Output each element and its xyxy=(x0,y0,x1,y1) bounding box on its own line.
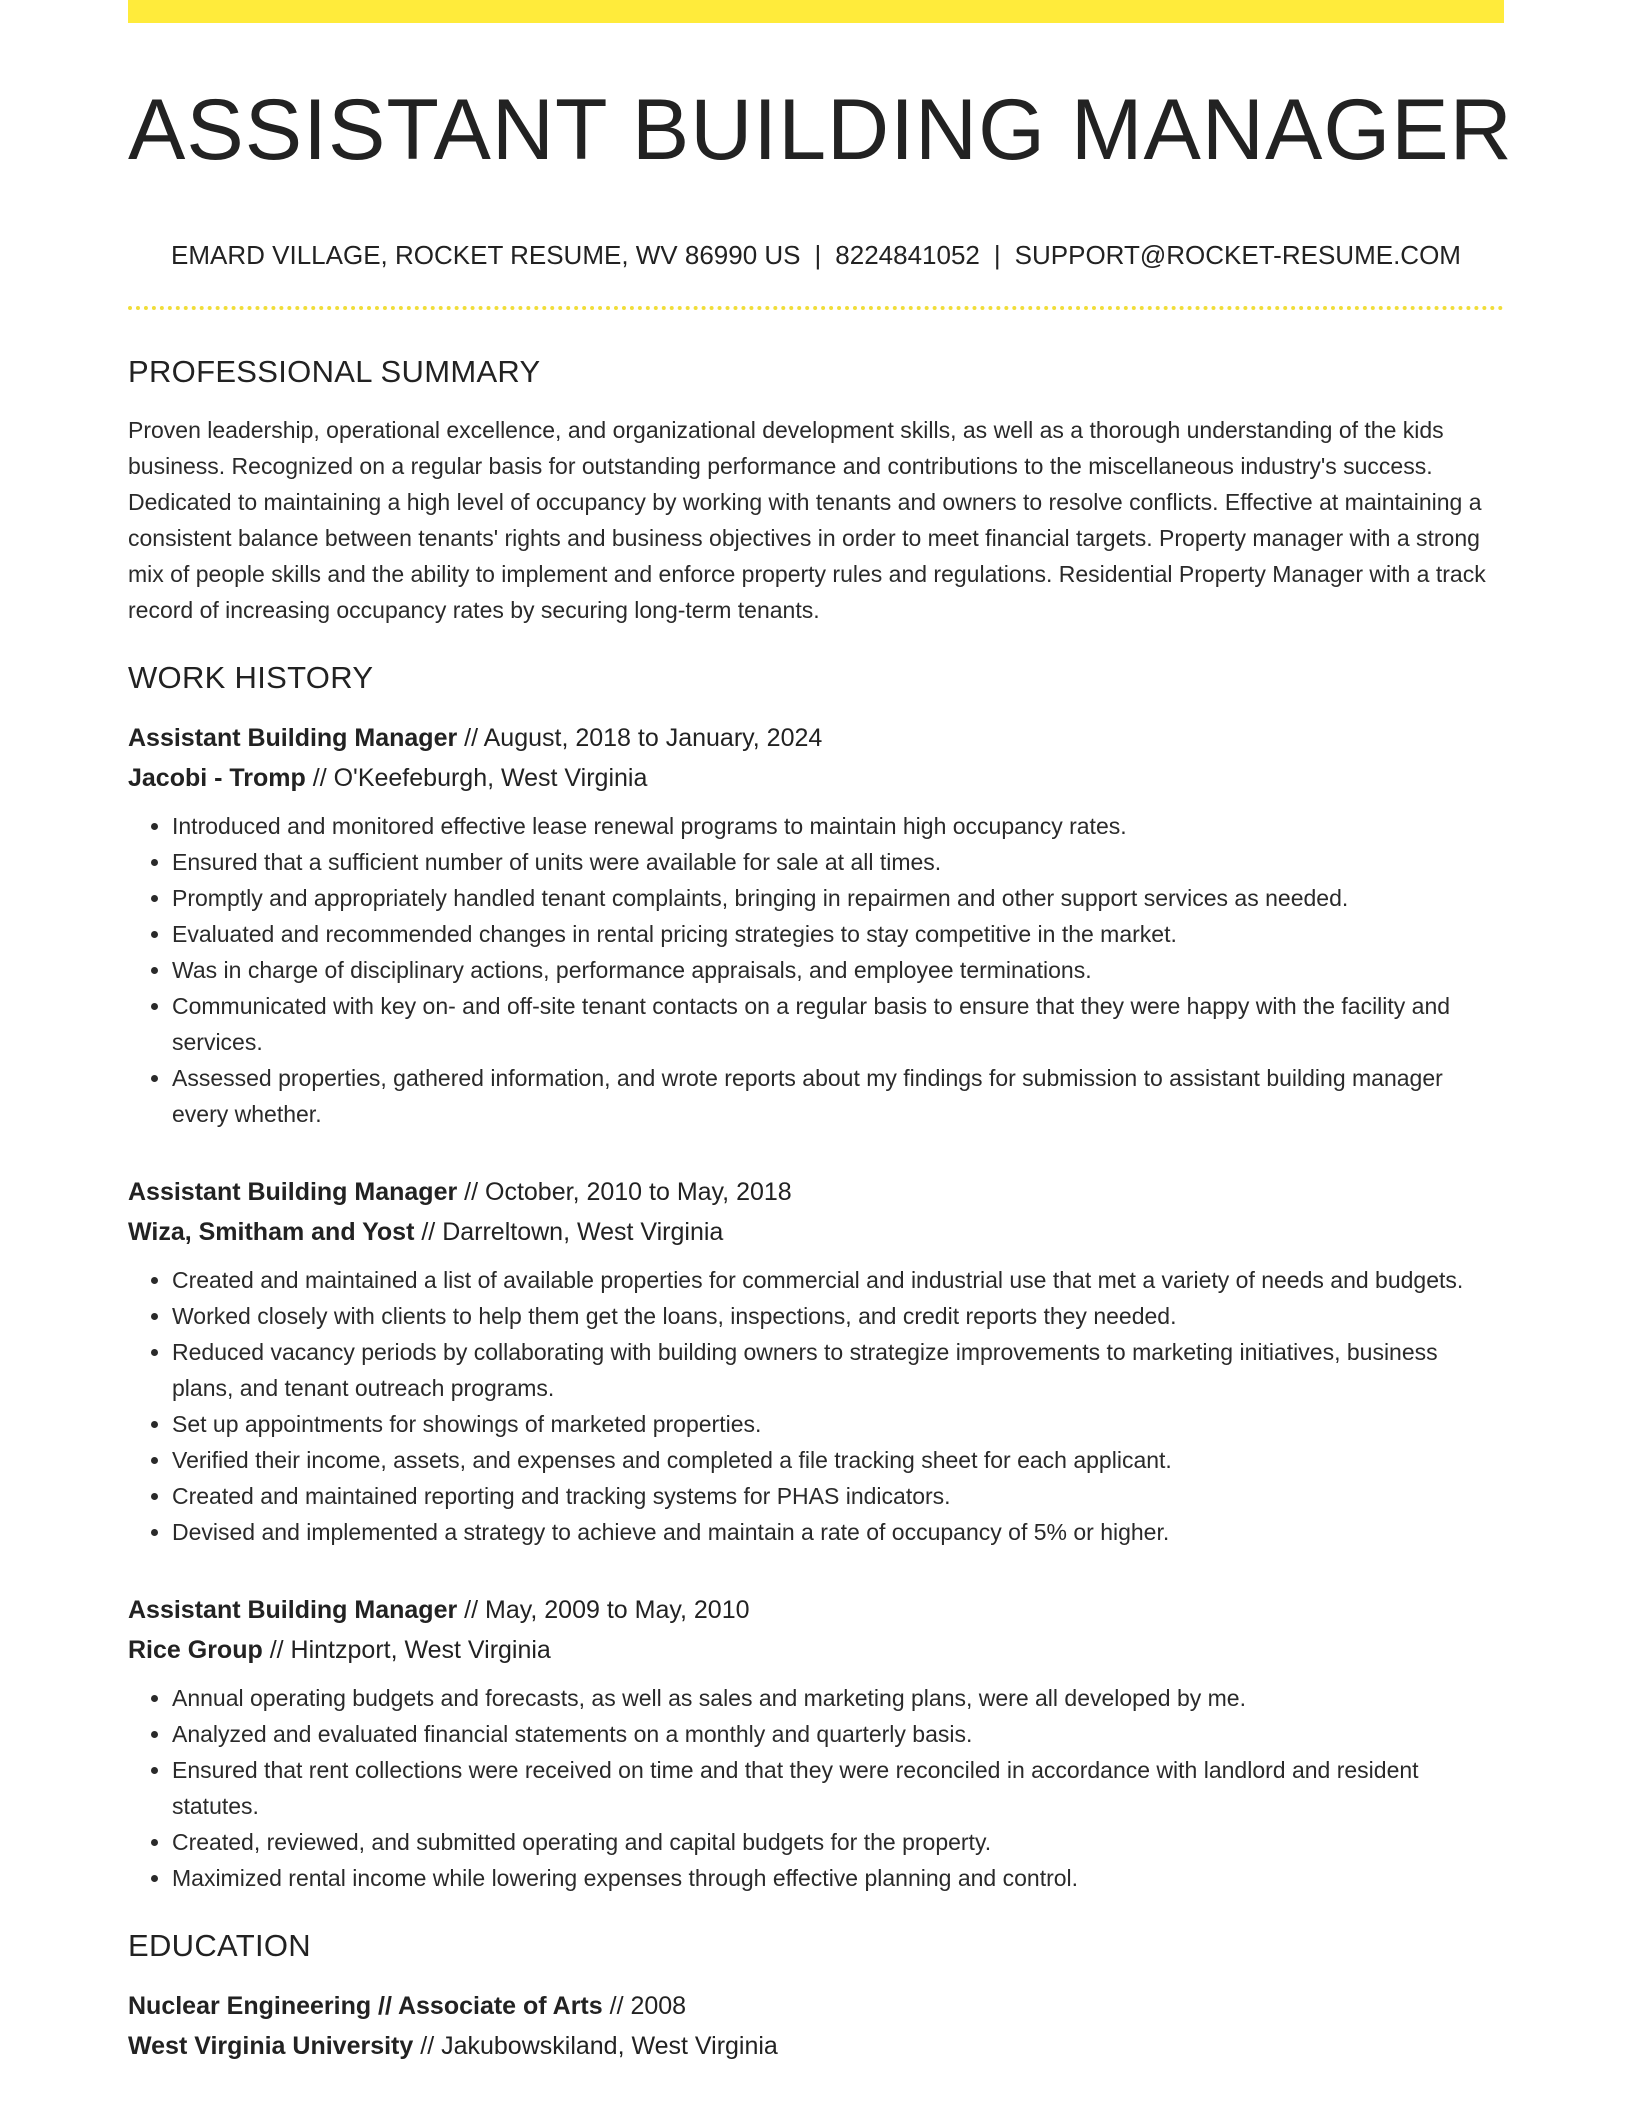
job-bullets xyxy=(128,808,1504,1132)
job-role: Assistant Building Manager xyxy=(128,1178,458,1206)
bullet-item: • Maximized rental income while lowering expenses through effective planning and control. xyxy=(172,1860,1504,1896)
delimiter: // xyxy=(457,1178,486,1206)
bullet-item: • Created and maintained a list of available properties for commercial and industrial use that met a variety of needs and budgets. xyxy=(172,1262,1504,1298)
bullet-item: • Ensured that a sufficient number of units were available for sale at all times. xyxy=(172,844,1504,880)
resume-content xyxy=(128,352,1504,2066)
section-title-work-history: WORK HISTORY xyxy=(128,660,374,695)
resume-name: ASSISTANT BUILDING MANAGER xyxy=(128,82,1513,178)
job-company: Rice Group xyxy=(128,1636,263,1664)
education-entry xyxy=(128,1986,1504,2066)
bullet-item: • Annual operating budgets and forecasts, as well as sales and marketing plans, were all developed by me. xyxy=(172,1680,1504,1716)
bullet-item: • Created, reviewed, and submitted operating and capital budgets for the property. xyxy=(172,1824,1504,1860)
job-title-line xyxy=(128,1172,1504,1212)
delimiter: // xyxy=(457,724,484,752)
section-title-summary: PROFESSIONAL SUMMARY xyxy=(128,354,541,389)
job-dates: October, 2010 to May, 2018 xyxy=(485,1178,792,1206)
summary-text: Proven leadership, operational excellence, and organizational development skills, as well as a thorough understanding of the kids business. Recognized on a regular basis for outstanding performance and contributions to the miscellaneous industry's success. Dedicated to maintaining a high level of occupancy by working with tenants and owners to resolve conflicts. Effective at maintaining a consistent balance between tenants' rights and business objectives in order to meet financial targets. Property manager with a strong mix of people skills and the ability to implement and enforce property rules and regulations. Residential Property Manager with a track record of increasing occupancy rates by securing long-term tenants. xyxy=(128,417,1486,623)
job-company: Jacobi - Tromp xyxy=(128,764,306,792)
education-school: West Virginia University xyxy=(128,2032,414,2060)
education-year: 2008 xyxy=(630,1992,687,2020)
bullet-item: • Ensured that rent collections were received on time and that they were reconciled in accordance with landlord and resident statutes. xyxy=(172,1752,1504,1824)
job-title-line xyxy=(128,1590,1504,1630)
bullet-item: • Verified their income, assets, and expenses and completed a file tracking sheet for each applicant. xyxy=(172,1442,1504,1478)
education-school-line xyxy=(128,2026,1504,2066)
delimiter: // xyxy=(602,1992,631,2020)
bullet-item: • Reduced vacancy periods by collaborating with building owners to strategize improvements to marketing initiatives, business plans, and tenant outreach programs. xyxy=(172,1334,1504,1406)
bullet-item: • Assessed properties, gathered information, and wrote reports about my findings for submission to assistant building manager every whether. xyxy=(172,1060,1504,1132)
education-degree: Nuclear Engineering // Associate of Arts xyxy=(128,1992,603,2020)
bullet-item: • Devised and implemented a strategy to achieve and maintain a rate of occupancy of 5% or higher. xyxy=(172,1514,1504,1550)
bullet-item: • Analyzed and evaluated financial statements on a monthly and quarterly basis. xyxy=(172,1716,1504,1752)
top-accent-bar xyxy=(128,0,1504,23)
bullet-item: • Worked closely with clients to help them get the loans, inspections, and credit reports they needed. xyxy=(172,1298,1504,1334)
bullet-item: • Created and maintained reporting and tracking systems for PHAS indicators. xyxy=(172,1478,1504,1514)
bullet-item: • Was in charge of disciplinary actions, performance appraisals, and employee terminations. xyxy=(172,952,1504,988)
contact-email: SUPPORT@ROCKET-RESUME.COM xyxy=(1014,240,1461,270)
job-company-line xyxy=(128,1212,1504,1252)
job-location: O'Keefeburgh, West Virginia xyxy=(333,764,648,792)
job-company: Wiza, Smitham and Yost xyxy=(128,1218,415,1246)
bullet-item: • Set up appointments for showings of marketed properties. xyxy=(172,1406,1504,1442)
bullet-item: • Promptly and appropriately handled tenant complaints, bringing in repairmen and other support services as needed. xyxy=(172,880,1504,916)
job-location: Hintzport, West Virginia xyxy=(290,1636,551,1664)
contact-separator: | xyxy=(993,240,1001,270)
contact-phone: 8224841052 xyxy=(835,240,980,270)
job-company-line xyxy=(128,1630,1504,1670)
bullet-item: • Evaluated and recommended changes in rental pricing strategies to stay competitive in the market. xyxy=(172,916,1504,952)
contact-address: EMARD VILLAGE, ROCKET RESUME, WV 86990 US xyxy=(171,240,801,270)
job-entry xyxy=(128,1590,1504,1896)
job-entry xyxy=(128,1172,1504,1550)
bullet-item: • Communicated with key on- and off-site tenant contacts on a regular basis to ensure that they were happy with the facility and services. xyxy=(172,988,1504,1060)
job-role: Assistant Building Manager xyxy=(128,1596,458,1624)
contact-line xyxy=(128,238,1504,272)
job-company-line xyxy=(128,758,1504,798)
section-title-education: EDUCATION xyxy=(128,1928,311,1963)
job-dates: May, 2009 to May, 2010 xyxy=(485,1596,750,1624)
education-degree-line xyxy=(128,1986,1504,2026)
job-title-line xyxy=(128,718,1504,758)
job-dates: August, 2018 to January, 2024 xyxy=(483,724,823,752)
header-divider xyxy=(128,306,1504,310)
job-role: Assistant Building Manager xyxy=(128,724,458,752)
education-location: Jakubowskiland, West Virginia xyxy=(441,2032,778,2060)
bullet-item: • Introduced and monitored effective lease renewal programs to maintain high occupancy rates. xyxy=(172,808,1504,844)
job-bullets xyxy=(128,1680,1504,1896)
job-entry xyxy=(128,718,1504,1132)
job-location: Darreltown, West Virginia xyxy=(442,1218,724,1246)
job-bullets xyxy=(128,1262,1504,1550)
delimiter: // xyxy=(414,1218,443,1246)
delimiter: // xyxy=(305,764,334,792)
delimiter: // xyxy=(413,2032,442,2060)
contact-separator: | xyxy=(814,240,822,270)
delimiter: // xyxy=(262,1636,291,1664)
delimiter: // xyxy=(457,1596,486,1624)
